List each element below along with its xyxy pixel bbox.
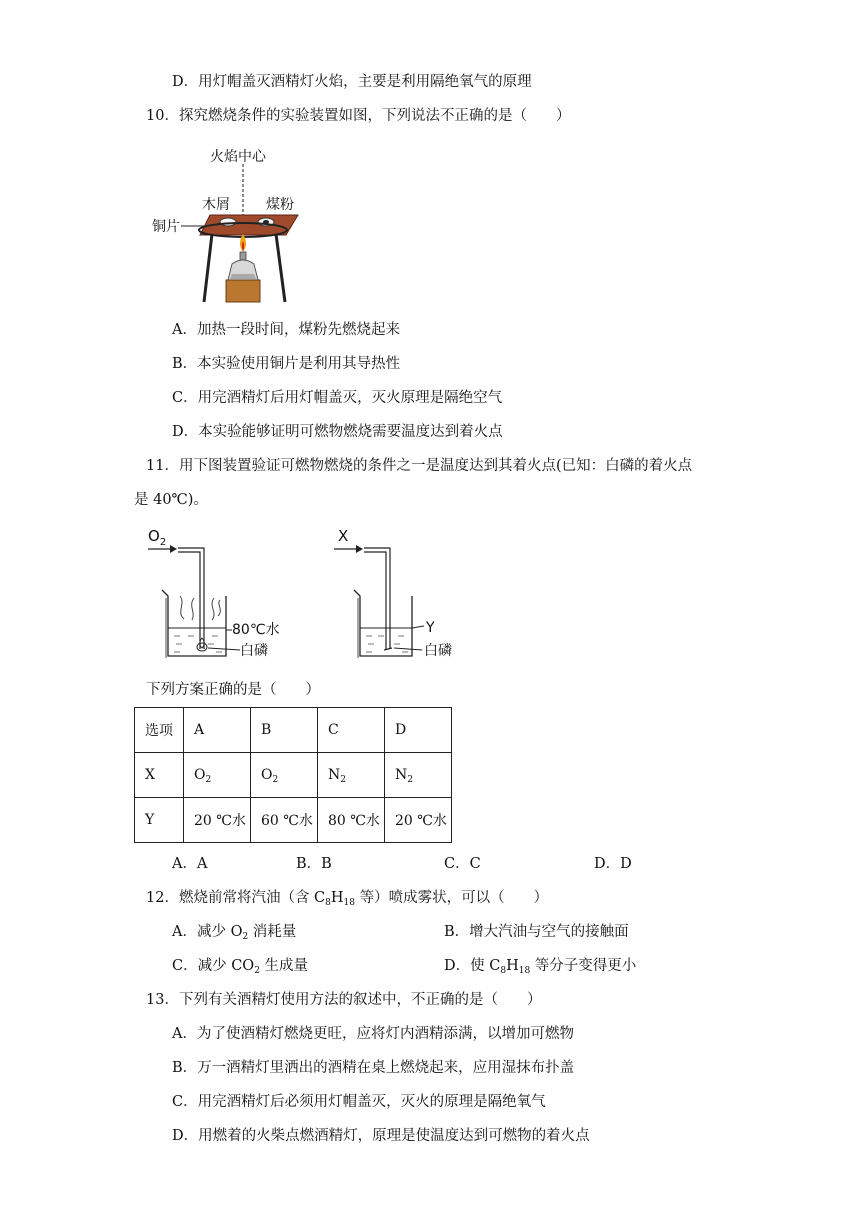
- table-cell: $O_2$: [251, 753, 318, 798]
- q11-right-y-label: Y: [426, 620, 435, 636]
- q11-option-d: D．D: [594, 856, 632, 872]
- table-cell: B: [251, 708, 318, 753]
- table-row: [135, 753, 452, 798]
- table-cell: X: [135, 753, 184, 798]
- q11-right-phosphorus-label: 白磷: [424, 643, 452, 659]
- table-cell: $O_2$: [184, 753, 251, 798]
- q11-sub-question: 下列方案正确的是（ ）: [146, 682, 320, 698]
- q10-label-flame-center: 火焰中心: [210, 149, 266, 165]
- q12-stem: 12．燃烧前常将汽油（含 $C_8H_{18}$ 等）喷成雾状，可以（ ）: [146, 890, 549, 908]
- q11-left-gas-label: O: [148, 527, 160, 545]
- q11-option-a: A．A: [172, 856, 208, 872]
- q11-figure-left-beaker: [146, 524, 286, 664]
- table-cell: Y: [135, 798, 184, 843]
- table-cell: C: [318, 708, 385, 753]
- table-cell: A: [184, 708, 251, 753]
- q11-left-gas-sub: 2: [159, 537, 167, 548]
- q11-right-gas-label: X: [338, 527, 349, 545]
- q13-option-c: C．用完酒精灯后必须用灯帽盖灭，灭火的原理是隔绝氧气: [172, 1094, 546, 1110]
- table-cell: 60 ℃水: [251, 798, 318, 843]
- table-row: [135, 798, 452, 843]
- q10-option-a: A．加热一段时间，煤粉先燃烧起来: [172, 322, 400, 338]
- q10-figure-combustion-apparatus: [148, 142, 308, 306]
- table-cell: $N_2$: [318, 753, 385, 798]
- q11-left-phosphorus-label: 白磷: [240, 643, 268, 659]
- table-cell: 80 ℃水: [318, 798, 385, 843]
- q11-option-c: C．C: [444, 856, 481, 872]
- q11-stem-line2: 是 40℃)。: [134, 492, 208, 508]
- svg-text:O2: [148, 527, 166, 548]
- q11-options-table: [134, 707, 452, 843]
- q12-option-d: D．使 $C_8H_{18}$ 等分子变得更小: [444, 958, 637, 976]
- table-cell: 20 ℃水: [385, 798, 452, 843]
- q10-stem: 10．探究燃烧条件的实验装置如图，下列说法不正确的是（ ）: [146, 108, 571, 124]
- q13-option-a: A．为了使酒精灯燃烧更旺，应将灯内酒精添满，以增加可燃物: [172, 1026, 574, 1042]
- q11-stem-line1: 11．用下图装置验证可燃物燃烧的条件之一是温度达到其着火点(已知：白磷的着火点: [146, 458, 693, 474]
- table-cell: D: [385, 708, 452, 753]
- table-cell: 20 ℃水: [184, 798, 251, 843]
- q13-option-b: B．万一酒精灯里洒出的酒精在桌上燃烧起来，应用湿抹布扑盖: [172, 1060, 575, 1076]
- q12-option-b: B．增大汽油与空气的接触面: [444, 924, 629, 940]
- q10-option-b: B．本实验使用铜片是利用其导热性: [172, 356, 401, 372]
- q12-option-c: C．减少 $CO_2$ 生成量: [172, 958, 309, 976]
- q11-option-b: B．B: [296, 856, 332, 872]
- q11-left-water-label: 80℃水: [232, 622, 280, 638]
- q10-label-coal: 煤粉: [266, 197, 294, 213]
- q12-option-a: A．减少 $O_2$ 消耗量: [172, 924, 297, 942]
- q10-label-copper: 铜片: [152, 219, 180, 235]
- table-cell: $N_2$: [385, 753, 452, 798]
- q10-label-wood: 木屑: [202, 197, 230, 213]
- q10-option-c: C．用完酒精灯后用灯帽盖灭，灭火原理是隔绝空气: [172, 390, 503, 406]
- q11-figure-right-beaker: [332, 524, 472, 664]
- q9-option-d: D．用灯帽盖灭酒精灯火焰，主要是利用隔绝氧气的原理: [172, 74, 532, 90]
- table-row: [135, 708, 452, 753]
- q13-stem: 13．下列有关酒精灯使用方法的叙述中，不正确的是（ ）: [146, 992, 542, 1008]
- q10-option-d: D．本实验能够证明可燃物燃烧需要温度达到着火点: [172, 424, 503, 440]
- q13-option-d: D．用燃着的火柴点燃酒精灯，原理是使温度达到可燃物的着火点: [172, 1128, 590, 1144]
- table-cell: 选项: [135, 708, 184, 753]
